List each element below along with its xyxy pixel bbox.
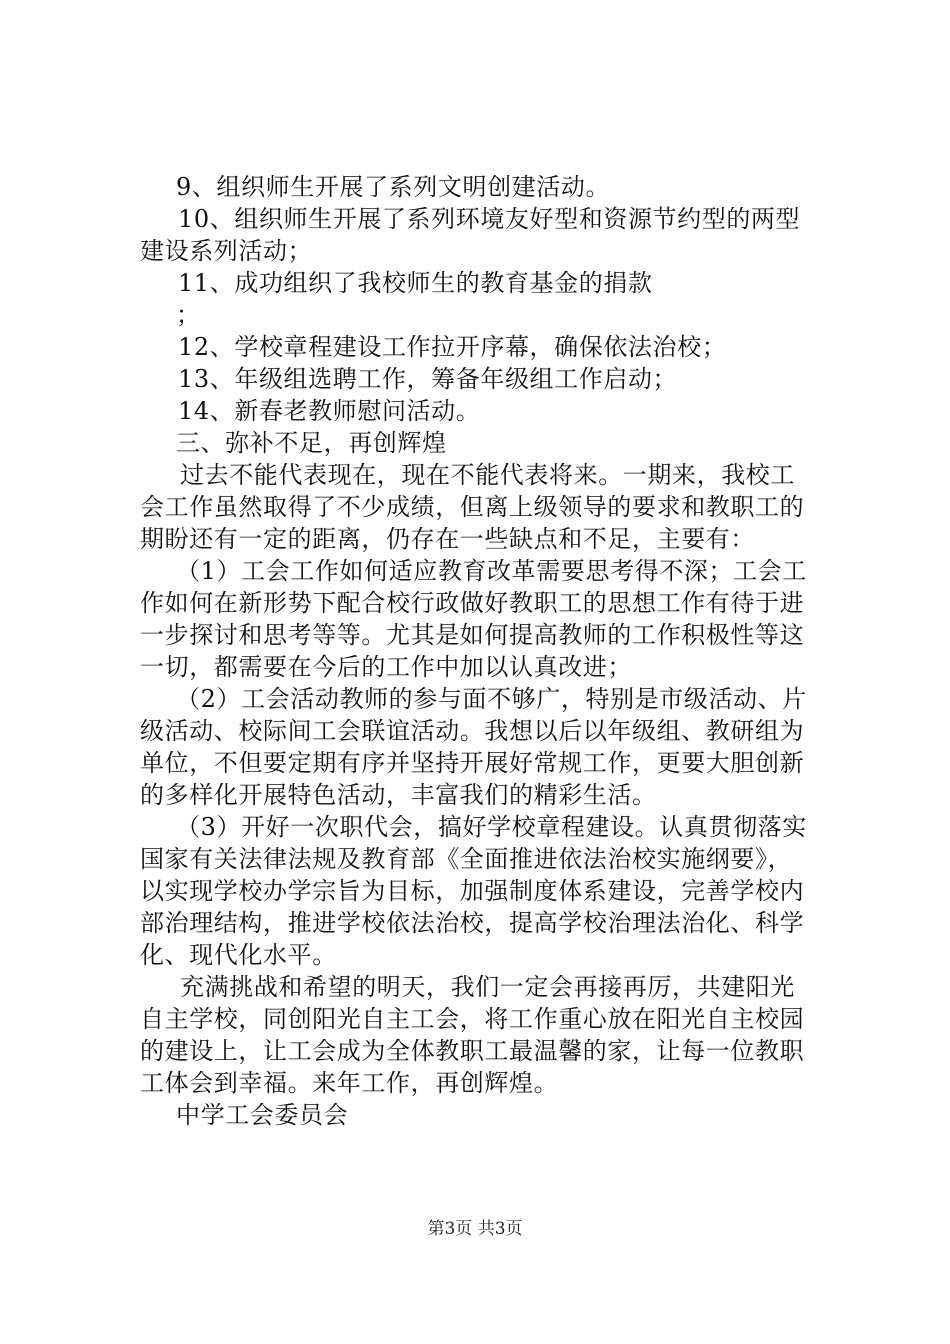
paragraph-line: 作如何在新形势下配合校行政做好教职工的思想工作有待于进 [140,589,805,617]
list-item-13: 13、年级组选聘工作，筹备年级组工作启动； [178,365,678,393]
paragraph-line: 单位，不但要定期有序并坚持开展好常规工作，更要大胆创新 [140,749,805,777]
paragraph-line: 级活动、校际间工会联谊活动。我想以后以年级组、教研组为 [140,717,805,745]
list-item-10-continued: 建设系列活动； [140,237,313,265]
paragraph-line: 部治理结构，推进学校依法治校，提高学校治理法治化、科学 [140,909,805,937]
paragraph-line: （2）工会活动教师的参与面不够广，特别是市级活动、片 [176,685,807,713]
paragraph-line: 的多样化开展特色活动，丰富我们的精彩生活。 [140,781,657,809]
page-footer: 第3页 共3页 [427,1219,523,1239]
signature-line: 中学工会委员会 [176,1101,349,1129]
paragraph-line: 自主学校，同创阳光自主工会，将工作重心放在阳光自主校园 [140,1005,805,1033]
paragraph-line: 以实现学校办学宗旨为目标，加强制度体系建设，完善学校内 [140,877,805,905]
paragraph-line: 会工作虽然取得了不少成绩，但离上级领导的要求和教职工的 [140,493,805,521]
paragraph-line: 一切，都需要在今后的工作中加以认真改进； [140,653,632,681]
list-item-10: 10、组织师生开展了系列环境友好型和资源节约型的两型 [178,205,801,233]
list-item-11: 11、成功组织了我校师生的教育基金的捐款 [178,269,653,297]
paragraph-line: 的建设上，让工会成为全体教职工最温馨的家，让每一位教职 [140,1037,805,1065]
paragraph-line: 过去不能代表现在，现在不能代表将来。一期来，我校工 [180,461,795,489]
list-item-11-continued: ； [176,301,201,329]
paragraph-line: 期盼还有一定的距离，仍存在一些缺点和不足，主要有： [140,525,755,553]
paragraph-line: 国家有关法律法规及教育部《全面推进依法治校实施纲要》， [140,845,793,873]
paragraph-line: 充满挑战和希望的明天，我们一定会再接再厉，共建阳光 [180,973,795,1001]
list-item-9: 9、组织师生开展了系列文明创建活动。 [176,173,611,201]
list-item-14: 14、新春老教师慰问活动。 [178,397,481,425]
paragraph-line: （1）工会工作如何适应教育改革需要思考得不深；工会工 [176,557,807,585]
paragraph-line: 一步探讨和思考等等。尤其是如何提高教师的工作积极性等这 [140,621,805,649]
paragraph-line: （3）开好一次职代会，搞好学校章程建设。认真贯彻落实 [176,813,807,841]
paragraph-line: 化、现代化水平。 [140,941,337,969]
paragraph-line: 工体会到幸福。来年工作，再创辉煌。 [140,1069,559,1097]
section-heading: 三、弥补不足，再创辉煌 [176,429,447,457]
list-item-12: 12、学校章程建设工作拉开序幕，确保依法治校； [178,333,727,361]
